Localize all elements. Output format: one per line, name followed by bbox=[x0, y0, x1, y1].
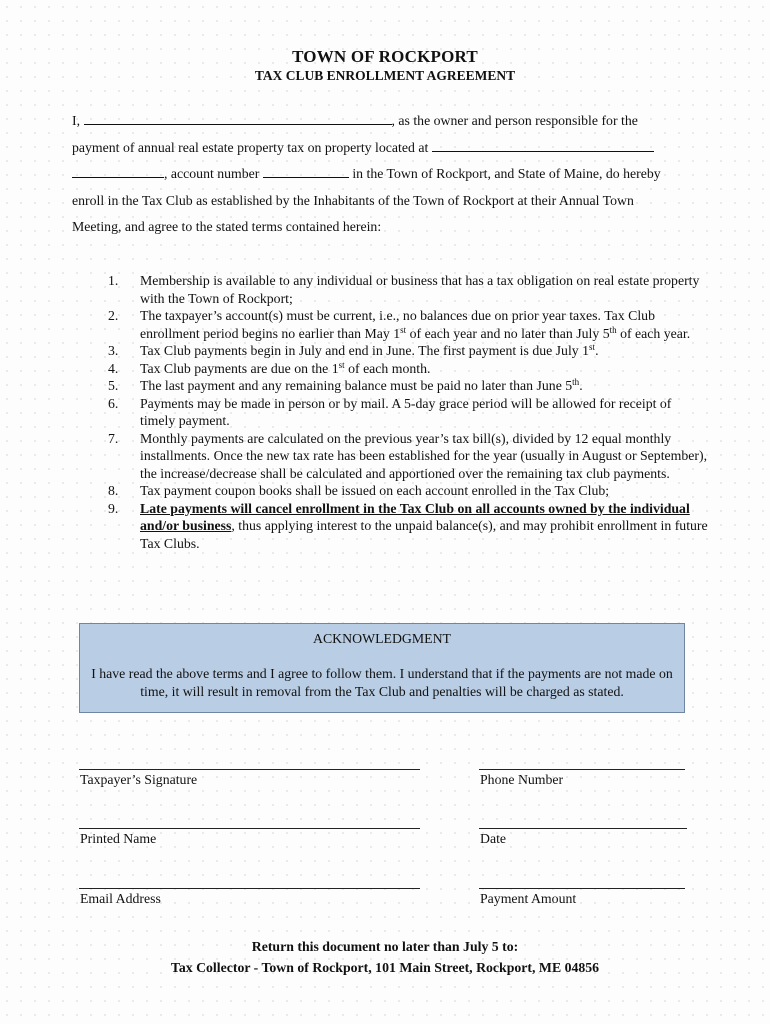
term-text: Tax payment coupon books shall be issued on each account enrolled in the Tax Club; bbox=[140, 483, 610, 498]
term-text: Tax Club payments are due on the 1st of each month. bbox=[140, 359, 431, 376]
page-subtitle: TAX CLUB ENROLLMENT AGREEMENT bbox=[254, 68, 516, 83]
intro-text: enroll in the Tax Club as established by the Inhabitants of the Town of Rockport at their Annual Town bbox=[72, 192, 634, 208]
term-number: 8. bbox=[108, 483, 119, 498]
owner-name-blank[interactable] bbox=[84, 110, 392, 125]
term-number: 5. bbox=[108, 378, 119, 393]
term-text: Late payments will cancel enrollment in the Tax Club on all accounts owned by the individual and/or business, thus applying interest to the unpaid balance(s), and may prohibit enrollment in future Tax Clubs. bbox=[140, 500, 708, 551]
intro-text: I, bbox=[72, 113, 81, 128]
term-text: Membership is available to any individual or business that has a tax obligation on real estate property with the Town of Rockport; bbox=[140, 273, 700, 306]
term-text: Payments may be made in person or by mail. A 5-day grace period will be allowed for receipt of timely payment. bbox=[140, 395, 672, 428]
term-item bbox=[108, 500, 708, 553]
intro-text: , as the owner and person responsible for the bbox=[391, 113, 638, 128]
date-label: Date bbox=[480, 831, 507, 846]
term-text: Monthly payments are calculated on the previous year’s tax bill(s), divided by 12 equal monthly installments. Once the new tax rate has been established for the year (usually in August or September), the increase/decrease shall be calculated and apportioned over the remaining tax club payments. bbox=[140, 430, 708, 481]
late-payment-warning: Late payments will cancel enrollment in the Tax Club on all accounts owned by the individual and/or business bbox=[140, 500, 690, 533]
term-item bbox=[108, 307, 708, 342]
term-number: 9. bbox=[108, 500, 119, 516]
intro-paragraph bbox=[72, 108, 702, 241]
property-location-blank-cont[interactable] bbox=[72, 163, 164, 178]
intro-text: payment of annual real estate property tax on property located at bbox=[72, 139, 429, 155]
term-item bbox=[108, 377, 708, 395]
term-number: 7. bbox=[108, 430, 119, 446]
printed-name-line[interactable] bbox=[79, 828, 420, 829]
property-location-blank[interactable] bbox=[432, 137, 654, 152]
term-text: The taxpayer’s account(s) must be current, i.e., no balances due on prior year taxes. Tax Club enrollment period begins no earlier than May 1st of each year and no later than July 5th of each year. bbox=[140, 308, 691, 341]
intro-text: , account number bbox=[164, 166, 260, 181]
term-number: 3. bbox=[108, 343, 119, 358]
payment-amount-line[interactable] bbox=[479, 888, 685, 889]
term-item bbox=[108, 395, 708, 430]
term-number: 6. bbox=[108, 395, 119, 411]
term-number: 1. bbox=[108, 273, 119, 288]
taxpayer-signature-line[interactable] bbox=[79, 769, 420, 770]
email-address-label: Email Address bbox=[80, 891, 161, 906]
payment-amount-label: Payment Amount bbox=[480, 891, 577, 906]
taxpayer-signature-label: Taxpayer’s Signature bbox=[80, 772, 198, 787]
term-item bbox=[108, 482, 708, 500]
terms-list bbox=[108, 272, 708, 552]
acknowledgment-title: ACKNOWLEDGMENT bbox=[313, 631, 451, 646]
term-text: Tax Club payments begin in July and end in June. The first payment is due July 1st. bbox=[140, 342, 599, 358]
printed-name-label: Printed Name bbox=[80, 831, 157, 846]
email-address-line[interactable] bbox=[79, 888, 420, 889]
phone-number-line[interactable] bbox=[479, 769, 685, 770]
term-number: 4. bbox=[108, 360, 119, 376]
term-number: 2. bbox=[108, 308, 119, 323]
term-item bbox=[108, 272, 708, 307]
return-instructions-line1: Return this document no later than July 5 to: bbox=[251, 939, 519, 954]
return-instructions-line2: Tax Collector - Town of Rockport, 101 Main Street, Rockport, ME 04856 bbox=[170, 960, 600, 975]
term-item bbox=[108, 342, 708, 360]
date-line[interactable] bbox=[479, 828, 687, 829]
acknowledgment-text: I have read the above terms and I agree to follow them. I understand that if the payments are not made on time, it will result in removal from the Tax Club and penalties will be charged as stated. bbox=[91, 666, 673, 699]
term-text: The last payment and any remaining balance must be paid no later than June 5th. bbox=[140, 377, 583, 393]
term-item bbox=[108, 360, 708, 378]
page-title: TOWN OF ROCKPORT bbox=[292, 47, 478, 66]
intro-text: Meeting, and agree to the stated terms contained herein: bbox=[72, 219, 382, 234]
account-number-blank[interactable] bbox=[263, 163, 349, 178]
intro-text: in the Town of Rockport, and State of Maine, do hereby bbox=[352, 166, 661, 181]
acknowledgment-box bbox=[79, 623, 685, 713]
term-item bbox=[108, 430, 708, 483]
phone-number-label: Phone Number bbox=[480, 772, 564, 787]
